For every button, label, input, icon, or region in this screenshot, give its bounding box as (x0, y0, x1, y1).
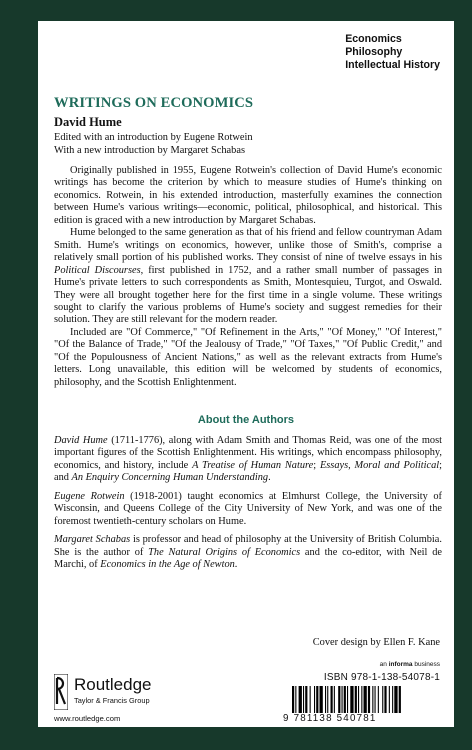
cover-design-credit: Cover design by Ellen F. Kane (312, 637, 440, 648)
book-reference: A Treatise of Human Nature (192, 459, 314, 471)
bio-name: David Hume (54, 435, 108, 446)
publisher-name: Routledge (74, 675, 152, 694)
subject-item: Economics (345, 33, 402, 45)
bio-text: (1918-2001) taught economics at Elmhurst College, the University of Wisconsin, and Queens College of the City University of New York, and was one of the foremost twentieth-century scholars on Hume. (54, 490, 442, 527)
book-author: David Hume (54, 115, 122, 129)
about-authors-heading: About the Authors (197, 414, 295, 426)
routledge-logo-icon (54, 674, 68, 710)
bio-text: . (268, 472, 271, 484)
bio-name: Margaret Schabas (54, 534, 131, 546)
book-reference: The Natural Origins of Economics (148, 546, 301, 558)
back-cover-panel (38, 21, 454, 727)
bio-text: (1711-1776), along with Adam Smith and Thomas Reid, was one of the most important figures of the Scottish Enlightenment. His writings, which encompass philosophy, economics, and history, include (54, 435, 442, 471)
bio-schabas (54, 534, 442, 571)
description-paragraph: Originally published in 1955, Eugene Rotwein's collection of David Hume's economic writings has become the criterion by which to measure studies of Hume's thinking on economics. Rotwein, in his extended introduction, masterfully examines the connection between Hume's various writings—economic, political, philosophical, and historical. This edition is graced with a new introduction by Margaret Schabas. (54, 165, 442, 226)
bio-text: is professor and head of philosophy at the University of British Columbia. She is the author of (54, 534, 442, 558)
bio-text: and the co-editor, with Neil de Marchi, of (54, 546, 443, 571)
bio-name: Eugene Rotwein (54, 490, 125, 502)
author-bios (54, 435, 442, 578)
subject-list (345, 33, 440, 72)
book-reference: Economics in the Age of Newton (100, 559, 235, 571)
description-text: , first published in 1752, and a rather small number of passages in Hume's private letters to such correspondents as Smith, Montesquieu, Turgot, and Oswald. They were all brought together here for the first time in a single volume. These writings sought to clarify the various problems of Hume's society and suggest remedies for their solution. They are still relevant for the modern reader. (54, 264, 442, 326)
bio-text: ; and (54, 459, 442, 484)
barcode-number: 9 781138 540781 (283, 713, 445, 724)
bio-rotwein (54, 491, 442, 528)
book-reference: Essays, Moral and Political (319, 459, 440, 471)
editor-credits (54, 131, 253, 157)
description-text: Hume belonged to the same generation as that of his friend and fellow countryman Adam Smith. Hume's writings on economics, however, unlike those of Smith's, comprise a relatively small portion of his published works. They consist of nine of twelve essays in his (54, 227, 442, 264)
book-title: WRITINGS ON ECONOMICS (54, 95, 254, 111)
editor-line: With a new introduction by Margaret Schabas (54, 145, 245, 156)
publisher-group: Taylor & Francis Group (74, 696, 150, 705)
informa-text: business (412, 661, 440, 668)
subject-item: Philosophy (345, 46, 403, 58)
bio-text: ; (313, 459, 320, 471)
isbn-label: ISBN 978-1-138-54078-1 (323, 672, 440, 683)
book-description (54, 165, 442, 389)
editor-line: Edited with an introduction by Eugene Rotwein (54, 132, 253, 143)
book-reference: Political Discourses (54, 264, 141, 276)
description-paragraph (54, 227, 442, 327)
book-reference: An Enquiry Concerning Human Understanding (71, 472, 269, 484)
bio-hume (54, 435, 442, 485)
bio-text: . (234, 559, 238, 571)
informa-brand: informa (388, 661, 413, 668)
informa-business-mark (380, 661, 440, 668)
subject-item: Intellectual History (345, 59, 440, 71)
description-paragraph: Included are "Of Commerce," "Of Refinement in the Arts," "Of Money," "Of Interest," "Of the Balance of Trade," "Of the Jealousy of Trade," "Of Taxes," "Of Public Credit," and "Of the Populousness of Ancient Nations," as well as the relevant extracts from Hume's letters. Long unavailable, this edition will be welcomed by students of economics, philosophy, and the Scottish Enlightenment. (54, 326, 442, 388)
publisher-url[interactable]: www.routledge.com (54, 714, 121, 723)
informa-text: an (379, 661, 389, 668)
